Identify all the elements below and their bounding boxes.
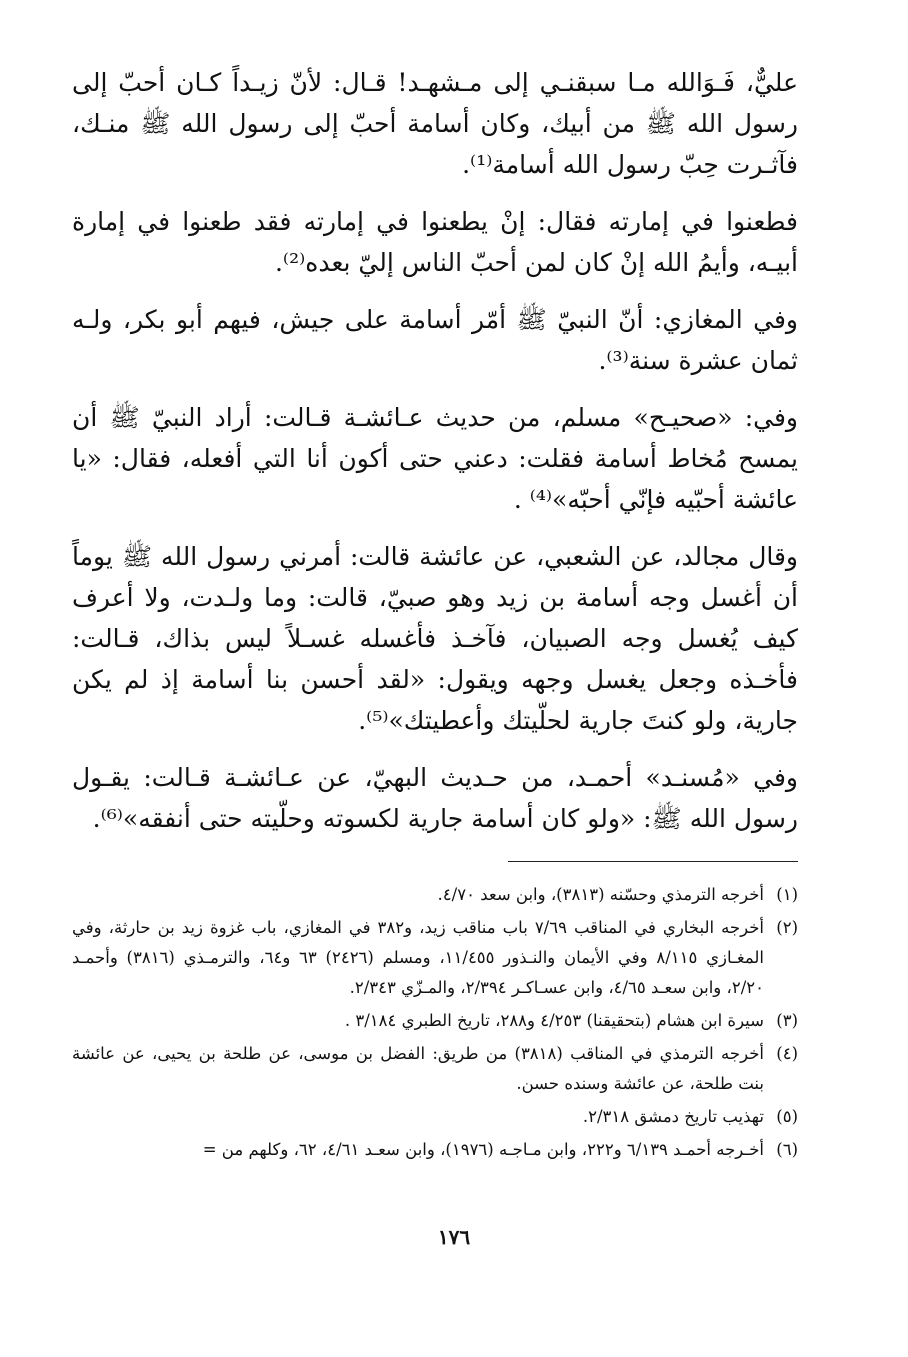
- footnote-text: أخرجه الترمذي وحسّنه (٣٨١٣)، وابن سعد ٤/٧٠.: [437, 885, 764, 904]
- page-number: ١٧٦: [437, 1225, 471, 1249]
- paragraph: وقال مجالد، عن الشعبي، عن عائشة قالت: أمرني رسول الله ﷺ يوماً أن أغسل وجه أسامة بن زيد وهو صبيّ، قالت: وما ولـدت، ولا أعرف كيف يُغسل وجه الصبيان، فآخـذ فأغسله غسـلاً ليس بذاك، قـالت: فأخـذه وجعل يغسل وجهه ويقول: «لقد أحسن بنا أسامة إذ لم يكن جارية، ولو كنتَ جارية لحلّيتك وأعطيتك»⁽⁵⁾.: [72, 542, 798, 735]
- footnote-text: أخرجه الترمذي في المناقب (٣٨١٨) من طريق: الفضل بن موسى، عن طلحة بن يحيى، عن عائشة بنت طلحة، عن عائشة وسنده حسن.: [72, 1044, 764, 1093]
- paragraph: عليٌّ، فَـوَالله مـا سبقنـي إلى مـشهـد! قـال: لأنّ زيـداً كـان أحبّ إلى رسول الله ﷺ من أبيك، وكان أسامة أحبّ إلى رسول الله ﷺ منـك، فآثـرت حِبّ رسول الله أسامة⁽¹⁾.: [72, 68, 798, 179]
- footnote: [72, 880, 798, 910]
- paragraph: فطعنوا في إمارته فقال: إنْ يطعنوا في إمارته فقد طعنوا في إمارة أبيـه، وأيمُ الله إنْ كان لمن أحبّ الناس إليّ بعده⁽²⁾.: [72, 207, 798, 277]
- footnote: [72, 913, 798, 1003]
- footnote-number: (١): [776, 885, 798, 904]
- footnote-number: (٥): [776, 1107, 798, 1126]
- footnote: [72, 1039, 798, 1099]
- paragraph: وفي المغازي: أنّ النبيّ ﷺ أمّر أسامة على جيش، فيهم أبو بكر، ولـه ثمان عشرة سنة⁽³⁾.: [72, 305, 798, 375]
- footnote-number: (٣): [776, 1011, 798, 1030]
- main-text: [72, 62, 798, 839]
- footnote-text: أخرجه البخاري في المناقب ٧/٦٩ باب مناقب زيد، و٣٨٢ في المغازي، باب غزوة زيد بن حارثة، وفي المغـازي ٨/١١٥ وفي الأيمان والنـذور ١١/٤٥٥، ومسلم (٢٤٢٦) ٦٣ و٦٤، والترمـذي (٣٨١٦) وأحمـد ٢/٢٠، وابن سعـد ٤/٦٥، وابن عسـاكـر ٢/٣٩٤، والمـزّي ٢/٣٤٣.: [72, 918, 764, 997]
- paragraph: وفي «مُسنـد» أحمـد، من حـديث البهيّ، عن عـائشـة قـالت: يقـول رسول الله ﷺ: «ولو كان أسامة جارية لكسوته وحلّيته حتى أنفقه»⁽⁶⁾.: [72, 763, 798, 833]
- footnote-number: (٦): [776, 1140, 798, 1159]
- footnote-text: سيرة ابن هشام (بتحقيقنا) ٤/٢٥٣ و٢٨٨، تاريخ الطبري ٣/١٨٤ .: [344, 1011, 764, 1030]
- footnote-number: (٢): [776, 918, 798, 937]
- footnote-number: (٤): [776, 1044, 798, 1063]
- footnote-divider: [508, 861, 798, 862]
- footnote: [72, 1006, 798, 1036]
- footnote: [72, 1135, 798, 1165]
- footnote-text: تهذيب تاريخ دمشق ٢/٣١٨.: [582, 1107, 764, 1126]
- footnote: [72, 1102, 798, 1132]
- footnotes: [72, 880, 798, 1165]
- paragraph: وفي: «صحيـح» مسلم، من حديث عـائشـة قـالت: أراد النبيّ ﷺ أن يمسح مُخاط أسامة فقلت: دعني حتى أكون أنا التي أفعله، فقال: «يا عائشة أحبّيه فإنّي أحبّه»⁽⁴⁾ .: [72, 403, 798, 514]
- footnote-text: أخـرجه أحمـد ٦/١٣٩ و٢٢٢، وابن مـاجـه (١٩٧٦)، وابن سعـد ٤/٦١، ٦٢، وكلهم من =: [202, 1140, 764, 1159]
